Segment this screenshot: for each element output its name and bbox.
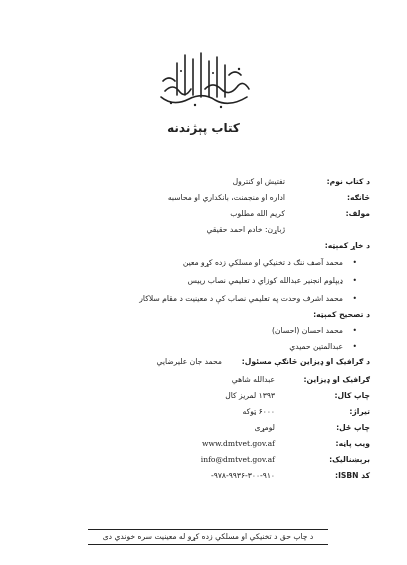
production-label: ګرافيک او ډيزاين: bbox=[303, 375, 370, 384]
production-row-circulation bbox=[190, 407, 370, 421]
copyright-notice: د چاپ حق د تخنيکي او مسلکي زده کړو له معينيت سره خوندي دی bbox=[88, 529, 328, 545]
production-label: چاپ کال: bbox=[334, 391, 370, 400]
production-label: ويب پاڼه: bbox=[335, 439, 370, 448]
detail-row-department bbox=[90, 193, 370, 207]
production-label: د ګرافيک او ډيزاين څانګې مسئول: bbox=[241, 357, 370, 366]
detail-row-book-name bbox=[210, 177, 370, 191]
book-title: کتاب پېژندنه bbox=[167, 121, 240, 135]
detail-value: اداره او منجمنت، بانکداري او محاسبه bbox=[167, 193, 285, 202]
production-value: عبدالله شاهي bbox=[231, 375, 275, 384]
bullet-icon: • bbox=[352, 258, 357, 267]
book-info-page: کتاب پېژندنه د کتاب نوم: تفتيش او کنترول څانګه: اداره او منجمنت، بانکداري او محاسبه مولف: کريم الله مطلوب ژباړن: خادم احمد حقيقي د خاړ کمېټه: • محمد آصف ننګ د تخنيکي او مسلکي زده کړو معين • ډيپلوم انجنير عبدالله کوزاي د تعليمي نصاب رييس • محمد اشرف وحدت په تعليمي نصاب کې د معينيت د مقام سلاکار د تصحيح کمېټه: • محمد احسان (احسان) • عبدالمتين حميدي د ګرافيک او ډيزاين څانګې مسئول: محمد جان عليرضايي ګرافيک او ډيزاين: عبدالله شاهي چاپ کال: ۱۳۹۳ لمريز کال تيراژ: ۶۰۰۰ ټوکه چاپ ځل: لومړی ويب پاڼه: www.dmtvet.gov.af برېښناليک: info@dmtvet.gov.af کد ISBN: ۹۷۸-۹۹۳۶-۳۰۰-۹۱۰- د چاپ حق د تخنيکي او مسلکي زده کړو له معينيت سره خوندي دی bbox=[0, 0, 407, 565]
bullet-icon: • bbox=[352, 294, 357, 303]
production-label: برېښناليک: bbox=[329, 455, 370, 464]
review-heading: د خاړ کمېټه: bbox=[324, 241, 370, 250]
website-link[interactable]: www.dmtvet.gov.af bbox=[202, 439, 275, 448]
production-row-print-year bbox=[190, 391, 370, 405]
production-row-edition bbox=[190, 423, 370, 437]
correction-heading: د تصحيح کمېټه: bbox=[313, 310, 370, 319]
detail-row-author bbox=[210, 209, 370, 223]
detail-label: څانګه: bbox=[346, 193, 370, 202]
production-row-design-head bbox=[130, 357, 370, 371]
production-value: ۹۷۸-۹۹۳۶-۳۰۰-۹۱۰- bbox=[211, 471, 275, 480]
review-heading-row bbox=[250, 241, 370, 255]
detail-label: د کتاب نوم: bbox=[326, 177, 370, 186]
detail-value: تفتيش او کنترول bbox=[232, 177, 285, 186]
detail-value: ژباړن: خادم احمد حقيقي bbox=[206, 225, 285, 234]
detail-row-translator bbox=[170, 225, 370, 239]
production-row-design bbox=[190, 375, 370, 389]
production-row-email bbox=[170, 455, 370, 469]
bullet-icon: • bbox=[352, 326, 357, 335]
basmala-calligraphy bbox=[155, 45, 255, 115]
bullet-icon: • bbox=[352, 342, 357, 351]
email-link[interactable]: info@dmtvet.gov.af bbox=[200, 455, 275, 464]
production-value: ۶۰۰۰ ټوکه bbox=[242, 407, 275, 416]
bullet-icon: • bbox=[352, 276, 357, 285]
detail-value: کريم الله مطلوب bbox=[230, 209, 285, 218]
correction-heading-row bbox=[250, 310, 370, 324]
production-label: کد ISBN: bbox=[335, 471, 370, 480]
production-row-website bbox=[170, 439, 370, 453]
production-value: محمد جان عليرضايي bbox=[156, 357, 222, 366]
production-value: ۱۳۹۳ لمريز کال bbox=[225, 391, 275, 400]
detail-label: مولف: bbox=[345, 209, 370, 218]
production-row-isbn bbox=[170, 471, 370, 485]
production-value: لومړی bbox=[254, 423, 275, 432]
production-label: چاپ ځل: bbox=[336, 423, 370, 432]
production-label: تيراژ: bbox=[349, 407, 370, 416]
